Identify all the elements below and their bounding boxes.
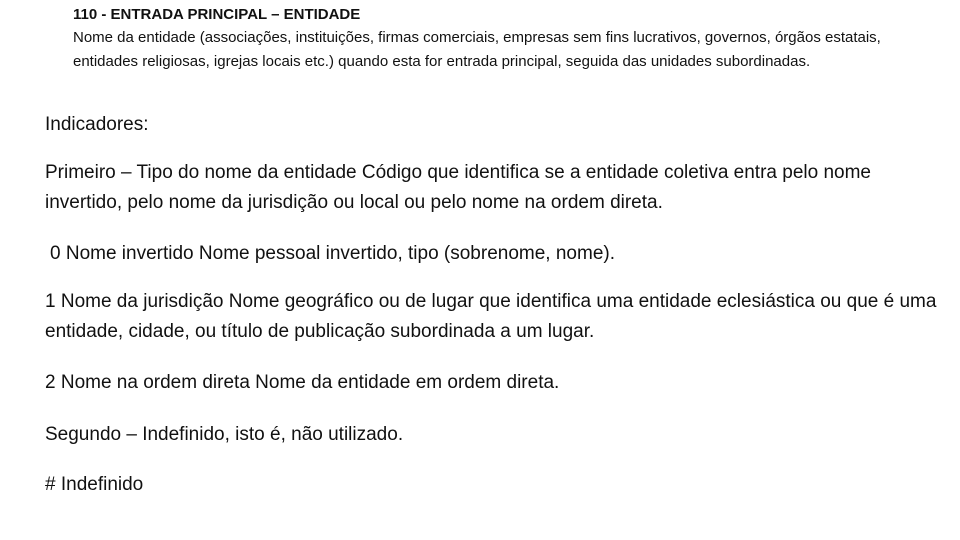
section-heading: 110 - ENTRADA PRINCIPAL – ENTIDADE: [73, 6, 361, 23]
indicator-value-2: 2 Nome na ordem direta Nome da entidade em ordem direta.: [45, 372, 560, 393]
indicator-value-hash: # Indefinido: [45, 474, 144, 495]
segundo-indicador-text: Segundo – Indefinido, isto é, não utilizado.: [45, 424, 404, 445]
indicator-value-1: 1 Nome da jurisdição Nome geográfico ou de lugar que identifica uma entidade eclesiástica ou que é uma entidade, cidade, ou título de publicação subordinada a um lugar.: [45, 291, 937, 342]
header-block: [73, 4, 933, 74]
indicator-value-0: 0 Nome invertido Nome pessoal invertido, tipo (sobrenome, nome).: [50, 243, 615, 264]
indicadores-label: Indicadores:: [45, 114, 149, 135]
primeiro-indicador-text: Primeiro – Tipo do nome da entidade Código que identifica se a entidade coletiva entra pelo nome invertido, pelo nome da jurisdição ou local ou pelo nome na ordem direta.: [45, 162, 871, 213]
section-description: Nome da entidade (associações, instituições, firmas comerciais, empresas sem fins lucrativos, governos, órgãos estatais, entidades religiosas, igrejas locais etc.) quando esta for entrada principal, seguida das unidades subordinadas.: [73, 29, 881, 70]
